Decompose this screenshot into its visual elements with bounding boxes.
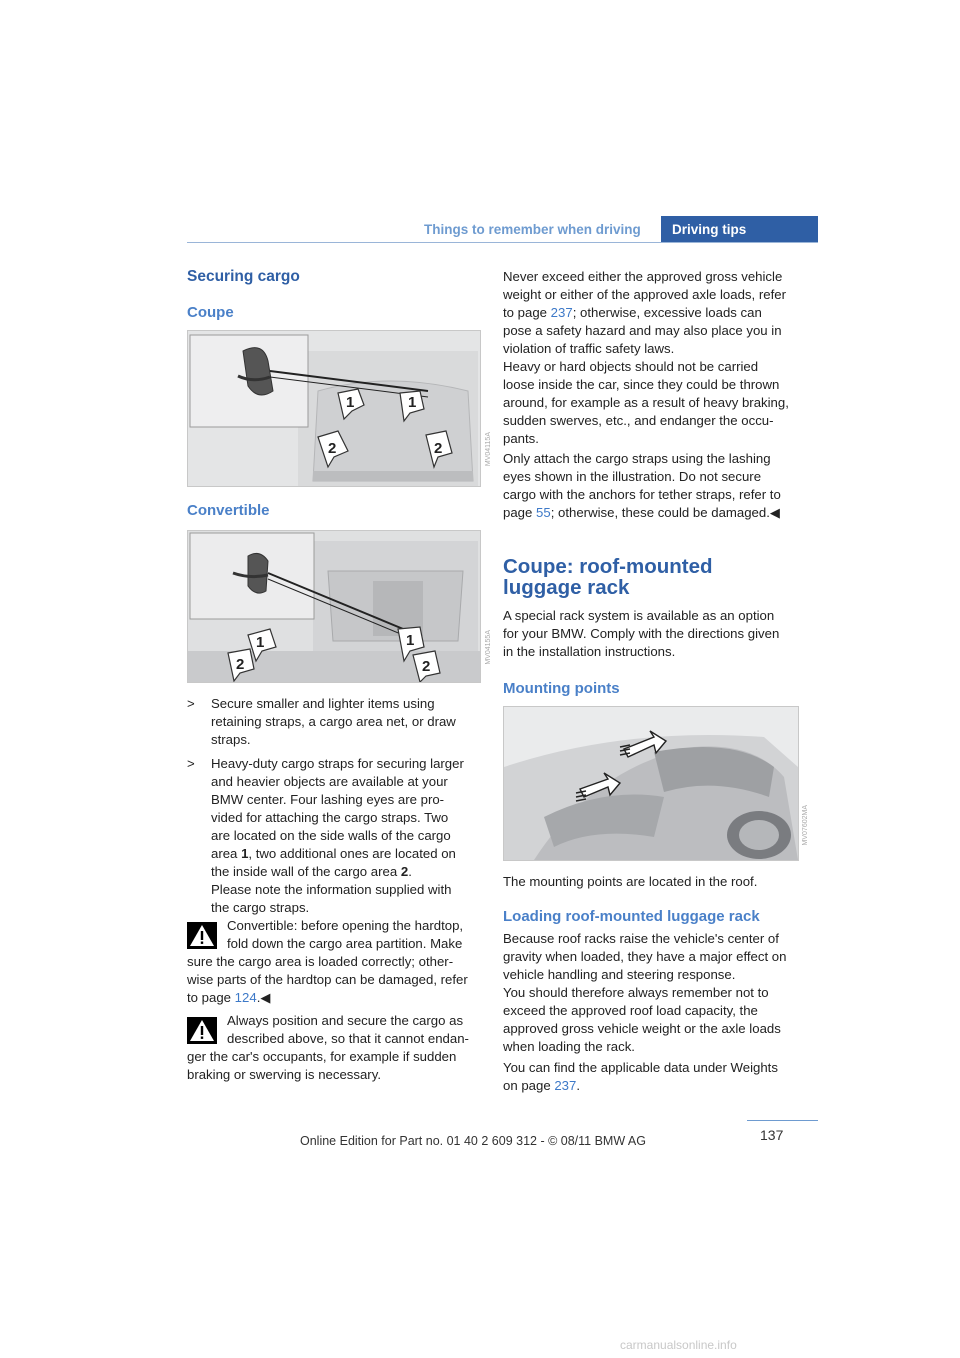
warning-1-line: fold down the cargo area partition. Make	[227, 936, 463, 951]
text-line: sudden swerves, etc., and endanger the occu-	[503, 413, 774, 428]
text-run: .◀	[256, 990, 271, 1005]
bullet-marker-1: >	[187, 696, 195, 711]
header-chapter-label: Driving tips	[672, 222, 747, 237]
page-237-link[interactable]: 237	[554, 1078, 577, 1093]
fig2-label-2b: 2	[422, 658, 431, 675]
bullet-2-area2-line	[211, 863, 486, 881]
text-line: You should therefore always remember not to	[503, 985, 769, 1000]
bullet-1-line: Secure smaller and lighter items using	[211, 696, 435, 711]
bullet-2-note-line: Please note the information supplied with	[211, 882, 452, 897]
text-run: the inside wall of the cargo area	[211, 864, 401, 879]
text-line: loose inside the car, since they could be thrown	[503, 377, 780, 392]
text-line: when loading the rack.	[503, 1039, 635, 1054]
text-line: exceed the approved roof load capacity, the	[503, 1003, 758, 1018]
watermark: carmanualsonline.info	[620, 1338, 737, 1352]
text-run: page	[503, 505, 537, 520]
title-line: luggage rack	[503, 576, 630, 599]
bullet-2-area1-line	[211, 845, 486, 863]
text-run: .	[576, 1078, 581, 1093]
text-line: Only attach the cargo straps using the lashing	[503, 451, 771, 466]
text-run: on page	[503, 1078, 555, 1093]
bullet-2-text	[211, 755, 486, 917]
fig3-code: MV07602MA	[802, 805, 809, 846]
text-line: Heavy or hard objects should not be carried	[503, 359, 759, 374]
text-run: to page	[187, 990, 235, 1005]
fig1-label-2a: 2	[328, 440, 337, 457]
header-divider	[187, 242, 818, 243]
text-line: in the installation instructions.	[503, 644, 676, 659]
convertible-trunk-illustration	[187, 530, 481, 683]
text-line: violation of traffic safety laws.	[503, 341, 675, 356]
fig1-label-1b: 1	[408, 394, 417, 411]
page-55-link[interactable]: 55	[536, 505, 551, 520]
page-237-link[interactable]: 237	[550, 305, 573, 320]
weights-paragraph	[503, 1059, 803, 1095]
fig1-label-1a: 1	[346, 394, 355, 411]
bullet-2-line: and heavier objects are available at your	[211, 774, 448, 789]
text-run: ; otherwise, these could be damaged.◀	[550, 505, 781, 520]
fig2-code: MV04155A	[485, 630, 492, 665]
warning-2-line: braking or swerving is necessary.	[187, 1067, 381, 1082]
text-line: for your BMW. Comply with the directions given	[503, 626, 780, 641]
mounting-points-heading: Mounting points	[503, 680, 620, 697]
fig2-label-1b: 1	[406, 632, 415, 649]
page-number: 137	[760, 1127, 784, 1143]
warning-2-line: described above, so that it cannot endan-	[227, 1031, 469, 1046]
text-line	[503, 304, 803, 322]
text-run: ; otherwise, excessive loads can	[572, 305, 762, 320]
coupe-trunk-illustration	[187, 330, 481, 487]
text-line: You can find the applicable data under Weights	[503, 1060, 778, 1075]
fig1-label-2b: 2	[434, 440, 443, 457]
text-line: pants.	[503, 431, 539, 446]
load-limits-paragraph	[503, 268, 803, 448]
bullet-2-line: vided for attaching the cargo straps. Two	[211, 810, 449, 825]
loading-rack-paragraph	[503, 930, 803, 1056]
convertible-heading: Convertible	[187, 502, 270, 519]
text-line: eyes shown in the illustration. Do not secure	[503, 469, 762, 484]
bullet-2-line: Heavy-duty cargo straps for securing larger	[211, 756, 464, 771]
roof-mounting-illustration	[503, 706, 799, 861]
warning-1-line: wise parts of the hardtop can be damaged, refer	[187, 972, 468, 987]
text-line: pose a safety hazard and may also place you in	[503, 323, 782, 338]
text-line: Because roof racks raise the vehicle's center of	[503, 931, 779, 946]
warning-1-ref-line	[187, 989, 487, 1007]
header-section-title: Things to remember when driving	[424, 222, 641, 237]
header-chapter-tab	[661, 216, 818, 243]
lashing-eyes-paragraph	[503, 450, 803, 522]
bullet-marker-2: >	[187, 756, 195, 771]
text-run: to page	[503, 305, 551, 320]
text-run: .	[408, 864, 412, 879]
bullet-1-line: retaining straps, a cargo area net, or draw	[211, 714, 456, 729]
text-line: cargo with the anchors for tether straps, refer to	[503, 487, 781, 502]
warning-2-line: Always position and secure the cargo as	[227, 1013, 464, 1028]
bullet-2-line: BMW center. Four lashing eyes are pro-	[211, 792, 445, 807]
fig2-label-2a: 2	[236, 656, 245, 673]
text-line	[503, 504, 803, 522]
bullet-2-note-line: the cargo straps.	[211, 900, 310, 915]
loading-rack-heading: Loading roof-mounted luggage rack	[503, 908, 760, 925]
fig2-label-1a: 1	[256, 634, 265, 651]
coupe-heading: Coupe	[187, 304, 234, 321]
text-line	[503, 1077, 803, 1095]
bullet-1-text	[211, 695, 486, 749]
text-run: area	[211, 846, 242, 861]
text-line: weight or either of the approved axle loads, refer	[503, 287, 786, 302]
warning-1-text	[187, 917, 487, 1007]
edition-footer: Online Edition for Part no. 01 40 2 609 312 - © 08/11 BMW AG	[300, 1134, 646, 1148]
fig1-code: MV04115A	[485, 432, 492, 467]
area-1-label: 1	[241, 846, 249, 861]
text-run: , two additional ones are located on	[248, 846, 456, 861]
warning-1-line: sure the cargo area is loaded correctly; other-	[187, 954, 454, 969]
text-line: approved gross vehicle weight or the axle loads	[503, 1021, 781, 1036]
securing-cargo-title: Securing cargo	[187, 268, 300, 285]
text-line: gravity when loaded, they have a major effect on	[503, 949, 787, 964]
text-line: A special rack system is available as an option	[503, 608, 775, 623]
title-line: Coupe: roof-mounted	[503, 555, 713, 578]
bullet-2-line: are located on the side walls of the cargo	[211, 828, 451, 843]
bullet-1-line: straps.	[211, 732, 251, 747]
mounting-points-text: The mounting points are located in the roof.	[503, 874, 758, 889]
warning-1-line: Convertible: before opening the hardtop,	[227, 918, 464, 933]
footer-divider	[747, 1120, 818, 1121]
page-124-link[interactable]: 124	[234, 990, 257, 1005]
text-line: vehicle handling and steering response.	[503, 967, 736, 982]
warning-2-line: ger the car's occupants, for example if sudden	[187, 1049, 457, 1064]
warning-2-text	[187, 1012, 487, 1084]
roof-rack-title	[503, 556, 713, 598]
text-line: around, for example as a result of heavy braking,	[503, 395, 789, 410]
text-line: Never exceed either the approved gross vehicle	[503, 269, 783, 284]
rack-intro-paragraph	[503, 607, 803, 661]
area-2-label: 2	[400, 864, 409, 879]
